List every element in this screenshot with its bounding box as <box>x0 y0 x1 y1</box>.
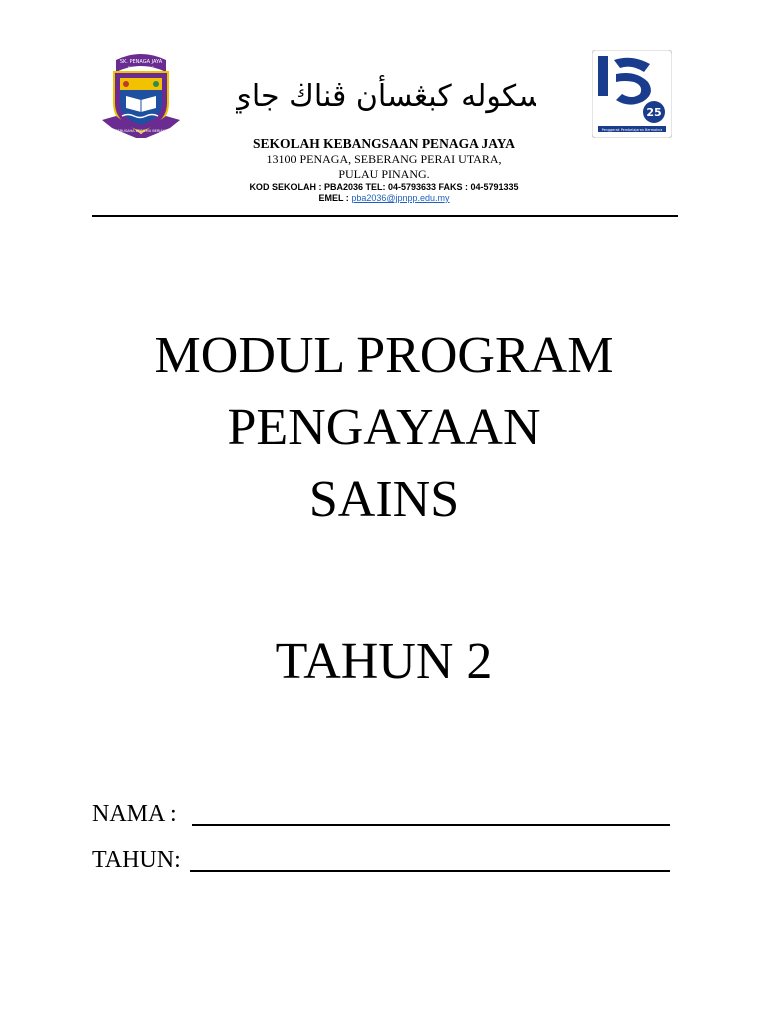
school-crest-logo <box>96 48 186 138</box>
nama-field <box>92 800 177 828</box>
logo-caption: Penggerak Pembelajaran Bermakna <box>601 128 663 132</box>
email-label: EMEL : <box>318 193 352 203</box>
title-line-1: MODUL PROGRAM <box>154 327 614 384</box>
title-line-2: PENGAYAAN <box>227 399 541 456</box>
header-divider <box>92 215 678 217</box>
program-25-logo <box>592 50 672 138</box>
address-line-2: PULAU PINANG. <box>338 167 430 181</box>
jawi-school-name <box>236 66 536 122</box>
email-link[interactable]: pba2036@jpnpp.edu.my <box>351 193 450 203</box>
tahun-label: TAHUN: <box>92 847 181 873</box>
address-line-1: 13100 PENAGA, SEBERANG PERAI UTARA, <box>266 152 502 166</box>
nama-label: NAMA : <box>92 801 177 827</box>
tahun-blank-line[interactable] <box>190 870 670 872</box>
school-name: SEKOLAH KEBANGSAAN PENAGA JAYA <box>253 136 515 151</box>
logo-number-25: 25 <box>646 106 662 119</box>
nama-blank-line[interactable] <box>192 824 670 826</box>
contact-line: KOD SEKOLAH : PBA2036 TEL: 04-5793633 FAKS : 04-5791335 <box>249 182 519 192</box>
crest-sub-text: PULAU PINANG <box>127 66 155 70</box>
title-line-3: SAINS <box>308 471 460 528</box>
tahun-field <box>92 846 181 874</box>
crest-top-text: SK. PENAGA JAYA <box>119 59 163 65</box>
crest-motto-text: BERUSAHA BERILMU BERJAYA <box>115 129 167 133</box>
email-line <box>0 193 768 203</box>
jawi-text: سكوله كبڠسأن ڤناڬ جاي <box>236 79 536 114</box>
title-year: TAHUN 2 <box>275 633 493 690</box>
